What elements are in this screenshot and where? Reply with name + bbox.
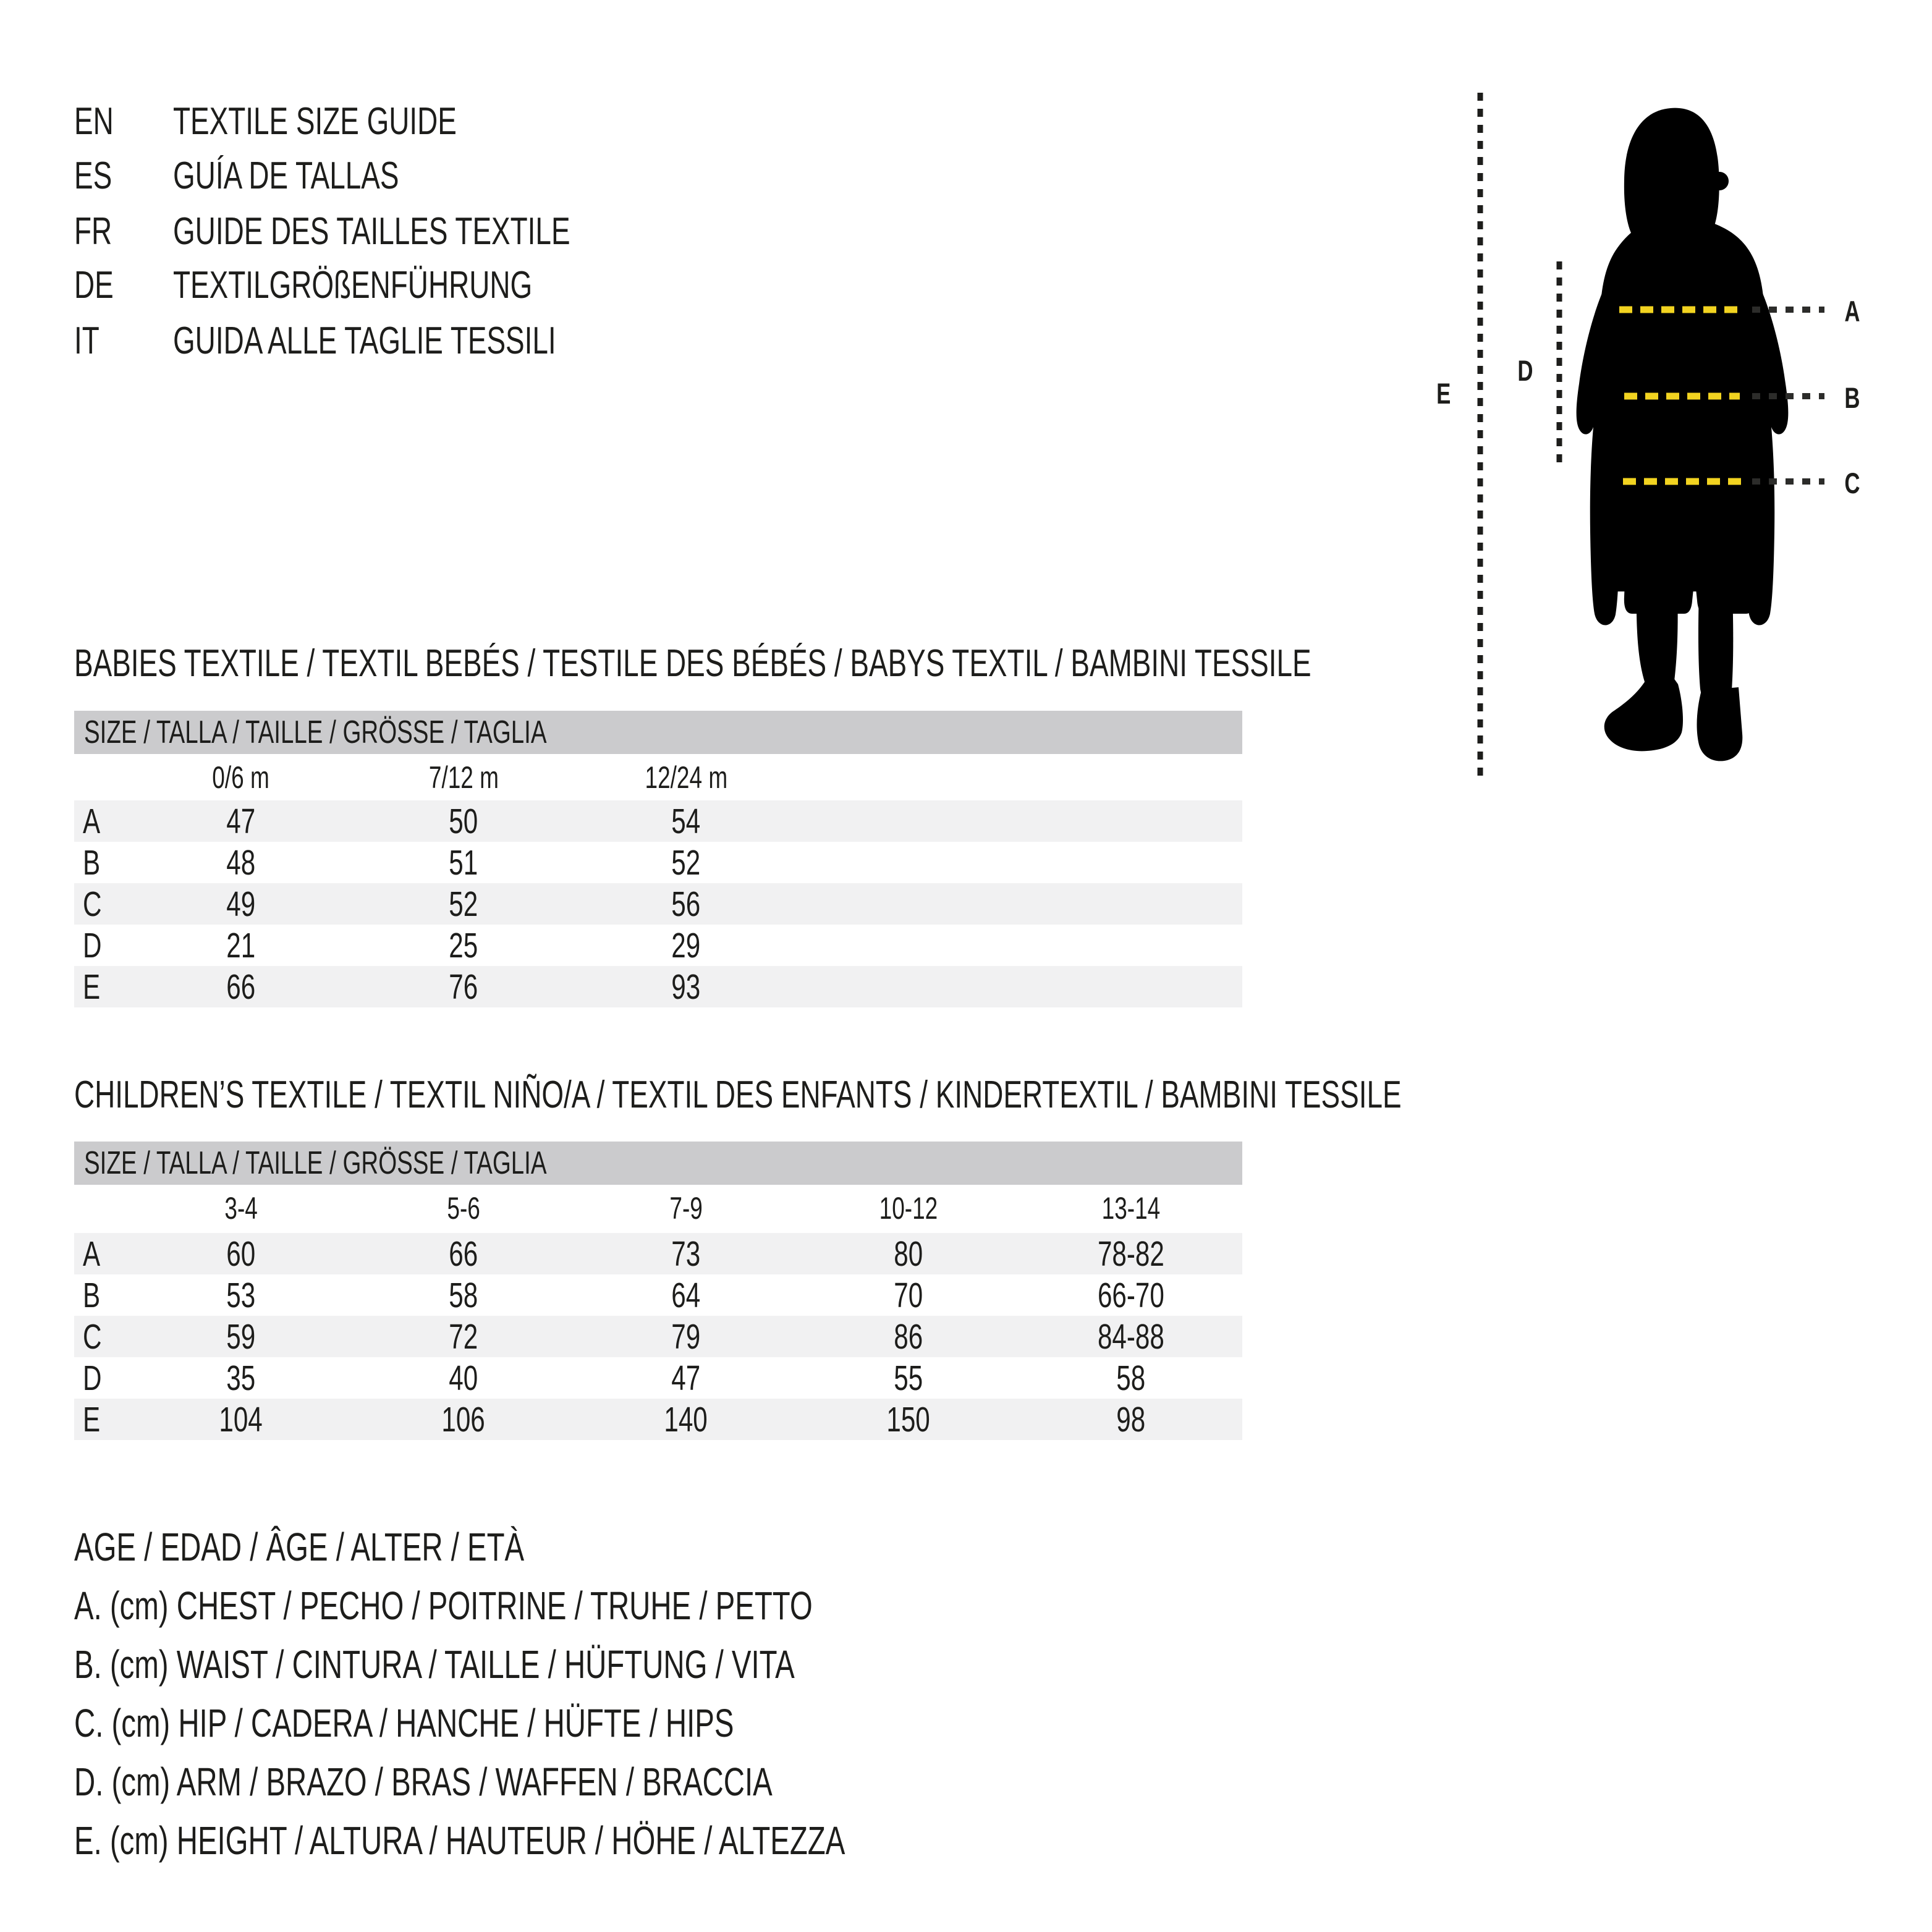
babies-table-title: BABIES TEXTILE / TEXTIL BEBÉS / TESTILE DES BÉBÉS / BABYS TEXTIL / BAMBINI TESSILE [74,642,1311,685]
children-table-title: CHILDREN’S TEXTILE / TEXTIL NIÑO/A / TEXTIL DES ENFANTS / KINDERTEXTIL / BAMBINI TESSILE [74,1074,1402,1116]
table-cell: 52 [671,842,701,883]
children-col-5-6: 5-6 [447,1191,480,1226]
babies-row-b [74,842,1242,883]
row-label: C [83,884,102,924]
table-cell: 86 [894,1316,923,1357]
lang-row-it [74,320,690,363]
lang-code-it: IT [74,320,100,362]
table-cell: 66 [226,967,256,1007]
babies-row-e [74,966,1242,1007]
table-cell: 47 [226,801,256,841]
legend-hip: C. (cm) HIP / CADERA / HANCHE / HÜFTE / HIPS [74,1701,734,1745]
table-cell: 60 [226,1234,256,1274]
table-cell: 106 [441,1399,486,1439]
children-row-d [74,1357,1242,1399]
silhouette-right-shoe [1697,687,1743,761]
lang-row-fr [74,210,710,253]
table-cell: 84-88 [1098,1316,1164,1357]
lang-title-fr: GUIDE DES TAILLES TEXTILE [173,210,570,253]
row-label: D [83,1358,102,1398]
lang-code-es: ES [74,155,112,197]
table-cell: 66 [449,1234,478,1274]
table-cell: 25 [449,925,478,965]
silhouette-ear [1710,172,1729,190]
children-col-3-4: 3-4 [224,1191,258,1226]
row-label: A [83,1234,101,1274]
table-cell: 59 [226,1316,256,1357]
row-label: E [83,967,101,1007]
table-cell: 150 [886,1399,931,1439]
table-cell: 58 [1116,1358,1146,1398]
measure-label-a: A [1844,295,1860,328]
row-label: B [83,842,101,883]
table-cell: 93 [671,967,701,1007]
lang-title-it: GUIDA ALLE TAGLIE TESSILI [173,320,556,362]
lang-row-de [74,264,658,307]
table-cell: 54 [671,801,701,841]
lang-row-en [74,100,556,143]
legend-arm: D. (cm) ARM / BRAZO / BRAS / WAFFEN / BRACCIA [74,1760,773,1804]
silhouette-left-sleeve-arm [1577,266,1619,625]
table-cell: 52 [449,884,478,924]
row-label: A [83,801,101,841]
legend-waist: B. (cm) WAIST / CINTURA / TAILLE / HÜFTUNG / VITA [74,1642,795,1687]
table-cell: 49 [226,884,256,924]
table-cell: 64 [671,1275,701,1315]
legend-height: E. (cm) HEIGHT / ALTURA / HAUTEUR / HÖHE / ALTEZZA [74,1818,845,1863]
table-cell: 35 [226,1358,256,1398]
table-cell: 80 [894,1234,923,1274]
child-silhouette-diagram [1415,87,1891,810]
table-cell: 29 [671,925,701,965]
table-cell: 73 [671,1234,701,1274]
babies-size-header-bar: SIZE / TALLA / TAILLE / GRÖSSE / TAGLIA [74,711,1242,754]
table-cell: 21 [226,925,256,965]
lang-title-es: GUÍA DE TALLAS [173,155,399,197]
table-cell: 98 [1116,1399,1146,1439]
table-cell: 79 [671,1316,701,1357]
table-cell: 55 [894,1358,923,1398]
babies-column-headers [74,754,1242,801]
children-column-headers [74,1185,1242,1232]
babies-col-12-24m: 12/24 m [645,760,727,795]
table-cell: 72 [449,1316,478,1357]
table-cell: 50 [449,801,478,841]
children-row-c [74,1316,1242,1357]
children-size-header-bar: SIZE / TALLA / TAILLE / GRÖSSE / TAGLIA [74,1142,1242,1185]
table-cell: 140 [664,1399,708,1439]
measure-label-d: D [1517,354,1533,387]
babies-row-a [74,800,1242,842]
children-col-10-12: 10-12 [879,1191,938,1226]
babies-row-d [74,925,1242,966]
table-cell: 70 [894,1275,923,1315]
measure-label-b: B [1844,381,1860,414]
legend-chest: A. (cm) CHEST / PECHO / POITRINE / TRUHE / PETTO [74,1583,813,1628]
lang-code-de: DE [74,264,114,307]
table-cell: 76 [449,967,478,1007]
children-row-e [74,1399,1242,1440]
children-row-b [74,1274,1242,1316]
table-cell: 40 [449,1358,478,1398]
children-col-13-14: 13-14 [1101,1191,1161,1226]
lang-title-en: TEXTILE SIZE GUIDE [173,100,457,143]
lang-title-de: TEXTILGRÖßENFÜHRUNG [173,264,533,307]
lang-code-fr: FR [74,210,112,253]
table-cell: 48 [226,842,256,883]
table-cell: 47 [671,1358,701,1398]
row-label: C [83,1316,102,1357]
table-cell: 53 [226,1275,256,1315]
children-col-7-9: 7-9 [669,1191,703,1226]
babies-col-0-6m: 0/6 m [212,760,270,795]
babies-row-c [74,883,1242,925]
children-row-a [74,1233,1242,1274]
measure-label-e: E [1436,377,1451,410]
lang-row-es [74,155,478,198]
table-cell: 51 [449,842,478,883]
row-label: E [83,1399,101,1439]
measure-label-c: C [1844,467,1860,499]
table-cell: 78-82 [1098,1234,1164,1274]
row-label: B [83,1275,101,1315]
legend-age: AGE / EDAD / ÂGE / ALTER / ETÀ [74,1525,525,1569]
babies-col-7-12m: 7/12 m [428,760,499,795]
table-cell: 66-70 [1098,1275,1164,1315]
row-label: D [83,925,102,965]
table-cell: 104 [219,1399,263,1439]
table-cell: 58 [449,1275,478,1315]
lang-code-en: EN [74,100,114,143]
table-cell: 56 [671,884,701,924]
